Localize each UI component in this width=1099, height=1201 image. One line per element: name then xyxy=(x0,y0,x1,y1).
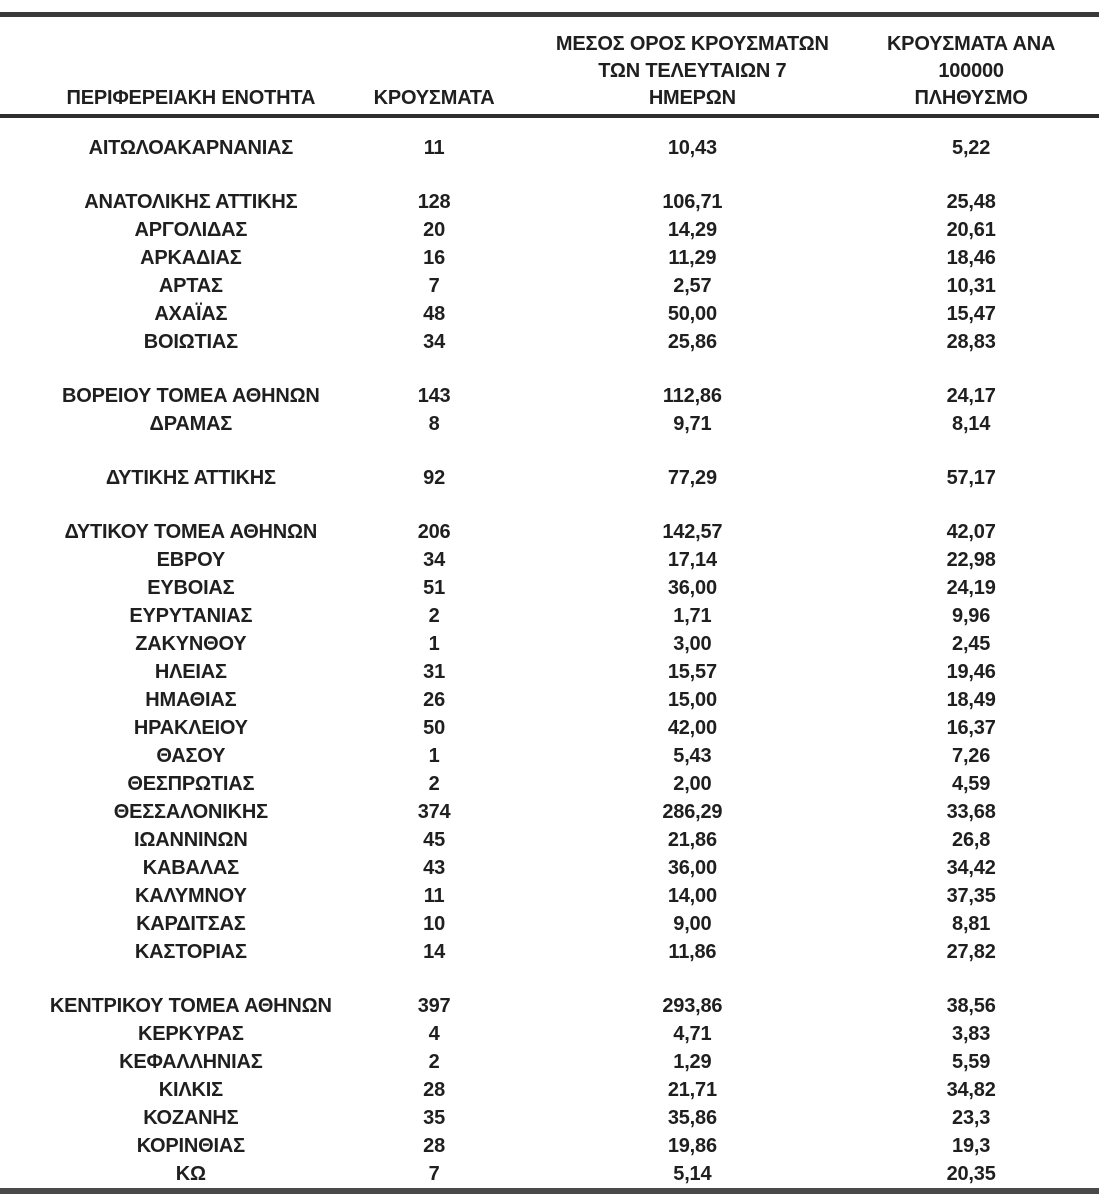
spacer-cell xyxy=(0,966,1099,992)
avg7days-cell: 1,71 xyxy=(673,605,712,627)
avg7days-cell: 36,00 xyxy=(667,577,717,599)
table-row xyxy=(0,1048,1099,1076)
column-header-per100k xyxy=(868,15,1099,117)
per100k-cell: 8,14 xyxy=(952,413,991,435)
per100k-cell: 42,07 xyxy=(946,521,996,543)
avg7days-cell: 10,43 xyxy=(667,137,717,159)
region-cell: ΕΒΡΟΥ xyxy=(156,549,226,571)
group-spacer-row xyxy=(0,438,1099,464)
table-row xyxy=(0,602,1099,630)
region-cell: ΚΙΛΚΙΣ xyxy=(158,1079,223,1101)
table-body xyxy=(0,116,1099,1191)
region-cell: ΑΝΑΤΟΛΙΚΗΣ ΑΤΤΙΚΗΣ xyxy=(84,191,298,213)
region-cell: ΚΑΡΔΙΤΣΑΣ xyxy=(136,913,246,935)
region-cell: ΘΕΣΣΑΛΟΝΙΚΗΣ xyxy=(113,801,268,823)
cases-cell: 35 xyxy=(423,1107,446,1129)
avg7days-cell: 293,86 xyxy=(662,995,723,1017)
region-cell: ΘΕΣΠΡΩΤΙΑΣ xyxy=(127,773,255,795)
cases-cell: 31 xyxy=(423,661,446,683)
per100k-cell: 22,98 xyxy=(946,549,996,571)
region-cell: ΑΧΑΪΑΣ xyxy=(154,303,228,325)
cases-cell: 34 xyxy=(423,331,446,353)
region-cell: ΚΕΦΑΛΛΗΝΙΑΣ xyxy=(119,1051,263,1073)
per100k-cell: 19,3 xyxy=(952,1135,991,1157)
column-header-avg7days-line2: ΤΩΝ ΤΕΛΕΥΤΑΙΩΝ 7 xyxy=(598,60,787,82)
cases-cell: 143 xyxy=(417,385,451,407)
avg7days-cell: 11,86 xyxy=(668,941,717,963)
region-cell: ΔΥΤΙΚΟΥ ΤΟΜΕΑ ΑΘΗΝΩΝ xyxy=(64,521,318,543)
per100k-cell: 20,61 xyxy=(946,219,996,241)
per100k-cell: 16,37 xyxy=(946,717,996,739)
table-row xyxy=(0,328,1099,356)
region-cell: ΕΥΡΥΤΑΝΙΑΣ xyxy=(129,605,253,627)
cases-cell: 28 xyxy=(423,1135,446,1157)
per100k-cell: 27,82 xyxy=(946,941,996,963)
avg7days-cell: 14,29 xyxy=(667,219,717,241)
cases-cell: 45 xyxy=(423,829,446,851)
cases-cell: 4 xyxy=(428,1023,440,1045)
cases-cell: 16 xyxy=(423,247,446,269)
per100k-cell: 3,83 xyxy=(952,1023,991,1045)
avg7days-cell: 286,29 xyxy=(662,801,723,823)
region-cell: ΒΟΡΕΙΟΥ ΤΟΜΕΑ ΑΘΗΝΩΝ xyxy=(62,385,320,407)
avg7days-cell: 2,00 xyxy=(673,773,712,795)
cases-cell: 10 xyxy=(423,913,446,935)
region-cell: ΒΟΙΩΤΙΑΣ xyxy=(143,331,238,353)
avg7days-cell: 14,00 xyxy=(667,885,717,907)
region-cell: ΑΡΤΑΣ xyxy=(158,275,223,297)
per100k-cell: 24,19 xyxy=(946,577,996,599)
column-header-per100k-line2: ΠΛΗΘΥΣΜΟ xyxy=(914,87,1028,109)
avg7days-cell: 50,00 xyxy=(667,303,717,325)
avg7days-cell: 25,86 xyxy=(667,331,717,353)
table-row xyxy=(0,216,1099,244)
table-row xyxy=(0,546,1099,574)
cases-cell: 14 xyxy=(423,941,446,963)
cases-cell: 11 xyxy=(423,885,445,907)
cases-cell: 8 xyxy=(428,413,440,435)
avg7days-cell: 142,57 xyxy=(662,521,723,543)
region-cell: ΚΩ xyxy=(175,1163,206,1185)
cases-cell: 51 xyxy=(423,577,446,599)
region-cell: ΗΡΑΚΛΕΙΟΥ xyxy=(133,717,248,739)
region-cell: ΚΕΝΤΡΙΚΟΥ ΤΟΜΕΑ ΑΘΗΝΩΝ xyxy=(49,995,332,1017)
column-header-region-label: ΠΕΡΙΦΕΡΕΙΑΚΗ ΕΝΟΤΗΤΑ xyxy=(66,87,316,109)
table-row xyxy=(0,882,1099,910)
region-cell: ΚΟΖΑΝΗΣ xyxy=(143,1107,239,1129)
per100k-cell: 18,49 xyxy=(946,689,996,711)
group-spacer-row xyxy=(0,162,1099,188)
regional-cases-table xyxy=(0,12,1099,1194)
cases-cell: 26 xyxy=(423,689,446,711)
per100k-cell: 34,82 xyxy=(946,1079,996,1101)
table-row xyxy=(0,770,1099,798)
table-row xyxy=(0,1020,1099,1048)
cases-cell: 2 xyxy=(428,1051,440,1073)
per100k-cell: 8,81 xyxy=(952,913,991,935)
table-row xyxy=(0,742,1099,770)
table-row xyxy=(0,658,1099,686)
per100k-cell: 34,42 xyxy=(946,857,996,879)
column-header-avg7days-line3: ΗΜΕΡΩΝ xyxy=(648,87,736,109)
cases-cell: 1 xyxy=(428,745,440,767)
column-header-avg7days-line1: ΜΕΣΟΣ ΟΡΟΣ ΚΡΟΥΣΜΑΤΩΝ xyxy=(555,33,829,55)
avg7days-cell: 77,29 xyxy=(667,467,717,489)
region-cell: ΑΡΓΟΛΙΔΑΣ xyxy=(134,219,248,241)
avg7days-cell: 2,57 xyxy=(673,275,712,297)
table-row xyxy=(0,410,1099,438)
table-row xyxy=(0,630,1099,658)
per100k-cell: 15,47 xyxy=(946,303,996,325)
avg7days-cell: 1,29 xyxy=(673,1051,712,1073)
avg7days-cell: 9,71 xyxy=(673,413,712,435)
avg7days-cell: 9,00 xyxy=(673,913,712,935)
cases-cell: 28 xyxy=(423,1079,446,1101)
column-header-cases-label: ΚΡΟΥΣΜΑΤΑ xyxy=(373,87,495,109)
cases-cell: 48 xyxy=(423,303,446,325)
region-cell: ΙΩΑΝΝΙΝΩΝ xyxy=(134,829,248,851)
spacer-cell xyxy=(0,162,1099,188)
cases-cell: 374 xyxy=(417,801,451,823)
avg7days-cell: 19,86 xyxy=(667,1135,717,1157)
region-cell: ΖΑΚΥΝΘΟΥ xyxy=(135,633,247,655)
table-row xyxy=(0,714,1099,742)
region-cell: ΘΑΣΟΥ xyxy=(156,745,226,767)
per100k-cell: 28,83 xyxy=(946,331,996,353)
avg7days-cell: 21,86 xyxy=(667,829,717,851)
table-row xyxy=(0,798,1099,826)
region-cell: ΑΡΚΑΔΙΑΣ xyxy=(140,247,242,269)
table-row xyxy=(0,910,1099,938)
per100k-cell: 25,48 xyxy=(946,191,996,213)
column-header-avg7days xyxy=(517,15,869,117)
per100k-cell: 10,31 xyxy=(946,275,996,297)
per100k-cell: 24,17 xyxy=(946,385,996,407)
cases-cell: 206 xyxy=(417,521,451,543)
spacer-cell xyxy=(0,438,1099,464)
region-cell: ΚΑΣΤΟΡΙΑΣ xyxy=(134,941,247,963)
column-header-per100k-line1: ΚΡΟΥΣΜΑΤΑ ΑΝΑ 100000 xyxy=(886,33,1056,82)
avg7days-cell: 17,14 xyxy=(667,549,717,571)
avg7days-cell: 15,57 xyxy=(667,661,717,683)
per100k-cell: 20,35 xyxy=(946,1163,996,1185)
table-row xyxy=(0,1132,1099,1160)
spacer-cell xyxy=(0,492,1099,518)
table-row xyxy=(0,574,1099,602)
table-row xyxy=(0,300,1099,328)
region-cell: ΚΑΛΥΜΝΟΥ xyxy=(135,885,247,907)
region-cell: ΚΟΡΙΝΘΙΑΣ xyxy=(136,1135,245,1157)
table-row xyxy=(0,464,1099,492)
avg7days-cell: 36,00 xyxy=(667,857,717,879)
per100k-cell: 19,46 xyxy=(946,661,996,683)
cases-cell: 397 xyxy=(417,995,451,1017)
per100k-cell: 33,68 xyxy=(946,801,996,823)
spacer-cell xyxy=(0,356,1099,382)
per100k-cell: 26,8 xyxy=(952,829,991,851)
table-row xyxy=(0,1104,1099,1132)
region-cell: ΗΛΕΙΑΣ xyxy=(154,661,227,683)
table-row xyxy=(0,518,1099,546)
cases-cell: 92 xyxy=(423,467,446,489)
per100k-cell: 9,96 xyxy=(952,605,991,627)
per100k-cell: 5,59 xyxy=(952,1051,991,1073)
table-row xyxy=(0,134,1099,162)
cases-cell: 1 xyxy=(428,633,440,655)
cases-cell: 128 xyxy=(417,191,451,213)
table-row xyxy=(0,938,1099,966)
table-row xyxy=(0,686,1099,714)
region-cell: ΔΡΑΜΑΣ xyxy=(149,413,233,435)
table-row xyxy=(0,382,1099,410)
table-row xyxy=(0,272,1099,300)
per100k-cell: 4,59 xyxy=(952,773,991,795)
region-cell: ΚΕΡΚΥΡΑΣ xyxy=(138,1023,244,1045)
avg7days-cell: 112,86 xyxy=(662,385,722,407)
group-spacer-row xyxy=(0,966,1099,992)
avg7days-cell: 35,86 xyxy=(667,1107,717,1129)
per100k-cell: 2,45 xyxy=(952,633,991,655)
cases-cell: 34 xyxy=(423,549,446,571)
column-header-cases xyxy=(352,15,517,117)
per100k-cell: 18,46 xyxy=(946,247,996,269)
table-row xyxy=(0,244,1099,272)
avg7days-cell: 4,71 xyxy=(673,1023,712,1045)
per100k-cell: 37,35 xyxy=(946,885,996,907)
region-cell: ΑΙΤΩΛΟΑΚΑΡΝΑΝΙΑΣ xyxy=(88,137,294,159)
table-row xyxy=(0,826,1099,854)
region-cell: ΗΜΑΘΙΑΣ xyxy=(145,689,237,711)
table-header-row xyxy=(0,15,1099,117)
cases-cell: 43 xyxy=(423,857,446,879)
per100k-cell: 23,3 xyxy=(952,1107,991,1129)
avg7days-cell: 3,00 xyxy=(673,633,712,655)
cases-cell: 20 xyxy=(423,219,446,241)
avg7days-cell: 5,43 xyxy=(673,745,712,767)
table-header xyxy=(0,15,1099,117)
table-lead-spacer xyxy=(0,116,1099,134)
spacer-cell xyxy=(0,116,1099,134)
per100k-cell: 7,26 xyxy=(952,745,991,767)
per100k-cell: 57,17 xyxy=(946,467,996,489)
avg7days-cell: 21,71 xyxy=(667,1079,717,1101)
cases-cell: 2 xyxy=(428,773,440,795)
region-cell: ΔΥΤΙΚΗΣ ΑΤΤΙΚΗΣ xyxy=(105,467,276,489)
avg7days-cell: 5,14 xyxy=(673,1163,712,1185)
avg7days-cell: 106,71 xyxy=(662,191,723,213)
avg7days-cell: 15,00 xyxy=(667,689,717,711)
cases-cell: 7 xyxy=(428,1163,440,1185)
table-row xyxy=(0,1160,1099,1191)
column-header-region xyxy=(0,15,352,117)
table-row xyxy=(0,992,1099,1020)
per100k-cell: 38,56 xyxy=(946,995,996,1017)
avg7days-cell: 11,29 xyxy=(668,247,717,269)
group-spacer-row xyxy=(0,492,1099,518)
avg7days-cell: 42,00 xyxy=(667,717,717,739)
cases-cell: 7 xyxy=(428,275,440,297)
table-row xyxy=(0,1076,1099,1104)
table-row xyxy=(0,188,1099,216)
cases-cell: 11 xyxy=(423,137,445,159)
cases-cell: 50 xyxy=(423,717,446,739)
cases-cell: 2 xyxy=(428,605,440,627)
group-spacer-row xyxy=(0,356,1099,382)
per100k-cell: 5,22 xyxy=(952,137,991,159)
region-cell: ΚΑΒΑΛΑΣ xyxy=(142,857,239,879)
table-row xyxy=(0,854,1099,882)
region-cell: ΕΥΒΟΙΑΣ xyxy=(147,577,235,599)
